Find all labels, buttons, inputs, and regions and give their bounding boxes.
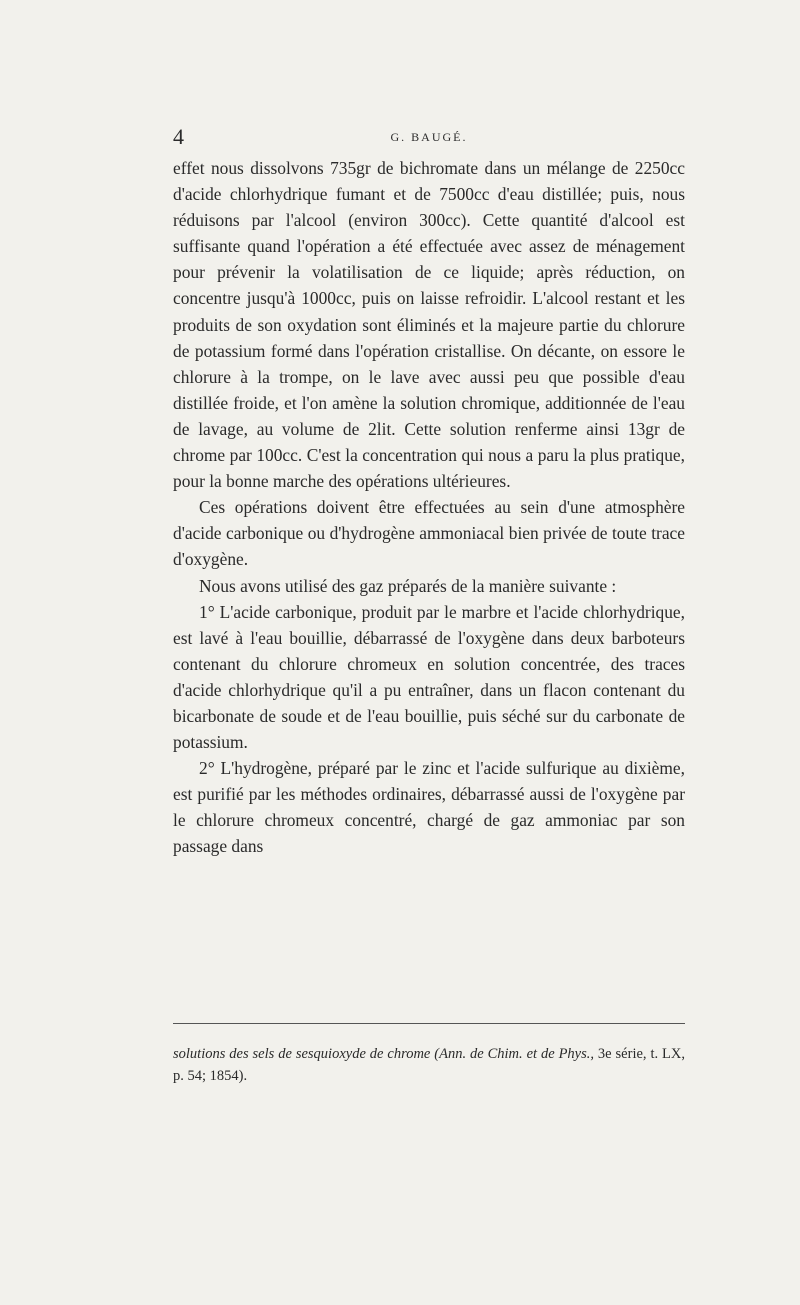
paragraph: Nous avons utilisé des gaz préparés de la manière suivante : [199,575,617,596]
body-text [173,155,685,860]
page-number: 4 [173,124,184,149]
footnote-citation: 3e série, t. LX, p. 54; 1854). [173,1046,685,1084]
footnote-title: solutions des sels de sesquioxyde de chrome (Ann. de Chim. et de Phys., [173,1046,595,1062]
paragraph: 1° L'acide carbonique, produit par le marbre et l'acide chlorhydrique, est lavé à l'eau bouillie, débarrassé de l'oxygène dans deux barboteurs contenant du chlorure chromeux en solution concentrée, des traces d'acide chlorhydrique qu'il a pu entraîner, dans un flacon contenant du bicarbonate de soude et de l'eau bouillie, puis séché sur du carbonate de potassium. [173,601,685,753]
running-head: G. BAUGÉ. [390,130,468,144]
footnote [173,1043,685,1087]
page-header [173,124,685,154]
paragraph: 2° L'hydrogène, préparé par le zinc et l'acide sulfurique au dixième, est purifié par les méthodes ordinaires, débarrassé aussi de l'oxygène par le chlorure chromeux concentré, chargé de gaz ammoniac par son passage dans [173,758,685,857]
paragraph: effet nous dissolvons 735gr de bichromate dans un mélange de 2250cc d'acide chlorhydrique fumant et de 7500cc d'eau distillée; puis, nous réduisons par l'alcool (environ 300cc). Cette quantité d'alcool est suffisante quand l'opération a été effectuée avec assez de ménagement pour prévenir la volatilisation de ce liquide; après réduction, on concentre jusqu'à 1000cc, puis on laisse refroidir. L'alcool restant et les produits de son oxydation sont éliminés et la majeure partie du chlorure de potassium formé dans l'opération cristallise. On décante, on essore le chlorure à la trompe, on le lave avec aussi peu que possible d'eau distillée froide, et l'on amène la solution chromique, additionnée de l'eau de lavage, au volume de 2lit. Cette solution renferme ainsi 13gr de chrome par 100cc. C'est la concentration qui nous a paru la plus pratique, pour la bonne marche des opérations ultérieures. [173,158,685,492]
footnote-divider [173,1023,685,1024]
paragraph: Ces opérations doivent être effectuées au sein d'une atmosphère d'acide carbonique ou d'hydrogène ammoniacal bien privée de toute trace d'oxygène. [173,497,685,570]
